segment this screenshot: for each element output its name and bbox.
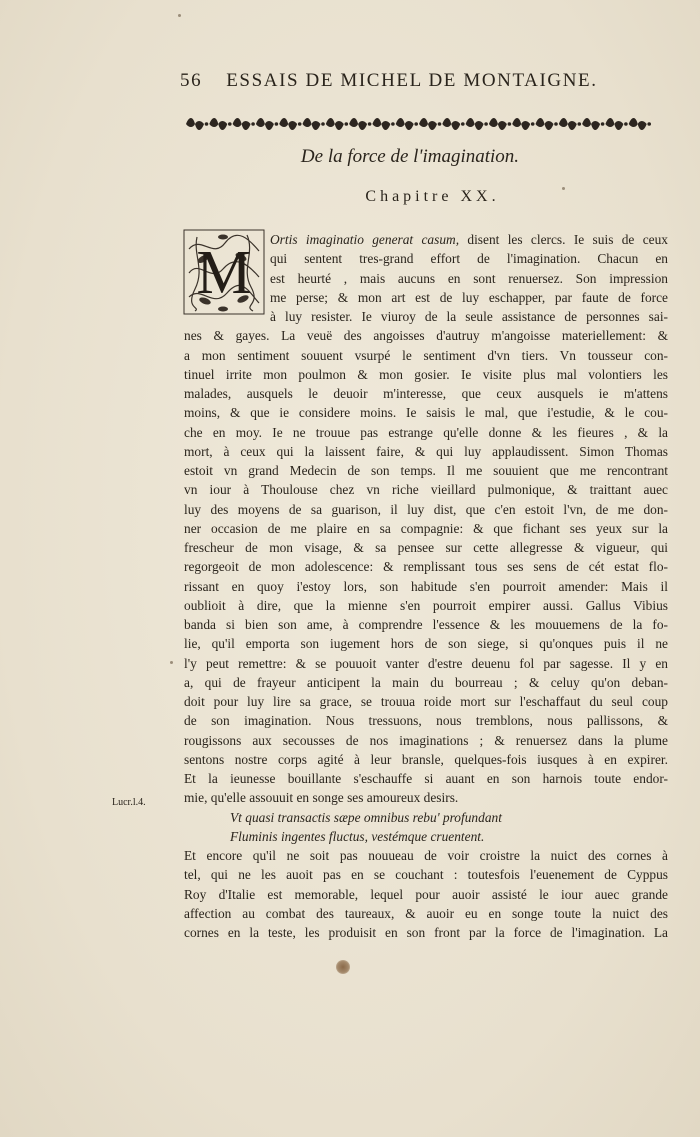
text-line: l'y peut remettre: & se pouuoit vanter d'estre deuenu fol par sagesse. Il y en bbox=[184, 655, 668, 671]
ornament-motif bbox=[326, 118, 344, 130]
ornament-dot bbox=[345, 122, 349, 126]
text-line: rougissons aux secousses de nos imaginations ; & renuersez dans la plume bbox=[184, 732, 668, 748]
ornament-dot bbox=[647, 122, 651, 126]
text-line: mie, qu'elle assouuit en songe ses amoureux desirs. bbox=[184, 790, 459, 806]
text-line: luy des moyens de sa guarison, il luy dist, que c'en estoit l'vn, de me don- bbox=[184, 501, 668, 517]
ornament-motif bbox=[419, 118, 437, 130]
ornament-motif bbox=[466, 118, 484, 130]
text-line: est heurté , mais aucuns en sont renuersez. Son impression bbox=[270, 270, 668, 286]
ornament-dot bbox=[298, 122, 302, 126]
ornament-dot bbox=[578, 122, 582, 126]
page-number: 56 bbox=[180, 70, 203, 91]
ornament-motif bbox=[396, 118, 414, 130]
ornament-dot bbox=[414, 122, 418, 126]
running-head bbox=[180, 70, 640, 92]
paper-speck bbox=[170, 661, 173, 664]
ornament-dot bbox=[484, 122, 488, 126]
ornament-dot bbox=[251, 122, 255, 126]
text-line: à luy resister. Ie viuroy de la seule assistance de personnes sai- bbox=[270, 309, 668, 324]
ornament-motif bbox=[279, 118, 297, 130]
text-line: affection au combat des taureaux, & auoir eu en songe toute la nuict des bbox=[184, 905, 668, 921]
chapter-number: Chapitre XX. bbox=[365, 188, 500, 205]
paper-speck bbox=[178, 14, 181, 17]
ornament-motif bbox=[582, 118, 600, 130]
text-line: frescheur de mon visage, & sa pensee sur cette allegresse & vigueur, qui bbox=[184, 540, 668, 555]
text-line: Roy d'Italie est memorable, lequel pour auoir assisté le iour auec grande bbox=[184, 886, 668, 902]
ornament-dot bbox=[438, 122, 442, 126]
text-line: rissant en quoy i'estoy lors, son habitude s'en pourroit amender: Mais il bbox=[184, 578, 668, 594]
text-line: a mon sentiment souuent vsurpé le sentiment d'vn tiers. Vn tousseur con- bbox=[184, 347, 668, 363]
text-line: doit pour luy lire sa grace, se trouua roide mort sur l'eschaffaut du seul coup bbox=[184, 694, 668, 709]
text-line: oublioit à dire, que la mienne s'en pourroit empirer aussi. Gallus Vibius bbox=[184, 597, 668, 613]
text-line: vn iour à Thoulouse chez vn riche vieillard pulmonique, & traittant auec bbox=[184, 482, 668, 498]
text-line: che en moy. Ie ne trouue pas estrange qu'elle donne & les fieures , & la bbox=[184, 424, 668, 440]
running-title: ESSAIS DE MICHEL DE MONTAIGNE. bbox=[226, 70, 598, 91]
text-line: tinuel irrite mon poulmon & mon gosier. Ie visite plus mal volontiers les bbox=[184, 366, 668, 382]
text-line: nes & gayes. La veuë des angoisses d'autruy m'angoisse materiellement: & bbox=[184, 328, 668, 344]
text-line: estoit vn grand Medecin de son temps. Il me souuient que me rencontrant bbox=[184, 463, 668, 478]
ornament-motif bbox=[186, 118, 204, 130]
text-line: qui sentent tres-grand effort de l'imagination. Chacun en bbox=[270, 251, 668, 267]
ornament-motif bbox=[512, 118, 530, 130]
ornament-dot bbox=[554, 122, 558, 126]
ornament-motif bbox=[303, 118, 321, 130]
ornament-motif bbox=[349, 118, 367, 130]
ornament-motif bbox=[372, 118, 390, 130]
ornament-motif bbox=[442, 118, 460, 130]
ornament-motif bbox=[629, 118, 647, 130]
ornament-dot bbox=[508, 122, 512, 126]
ornament-dot bbox=[461, 122, 465, 126]
text-line: de son imagination. Nous tressuons, nous tremblons, nous pallissons, & bbox=[184, 713, 668, 729]
text-line: Fluminis ingentes fluctus, vestémque cruentent. bbox=[230, 828, 485, 844]
text-line: regorgeoit de mon adolescence: & remplissant tous ses sens de cét estat flo- bbox=[184, 559, 668, 575]
ornament-band bbox=[183, 114, 665, 134]
text-line: tel, qui ne les auoit pas en se couchant : toutesfois l'euenement de Cyppus bbox=[184, 867, 668, 883]
initial-letter: M bbox=[196, 239, 252, 307]
body-text bbox=[184, 230, 668, 942]
text-line: moins, & que ie considere moins. Ie saisis le mal, que i'estudie, & le cou- bbox=[184, 405, 668, 421]
ornament-motif bbox=[536, 118, 554, 130]
chapter-title: De la force de l'imagination. bbox=[300, 146, 520, 167]
ornament-dot bbox=[228, 122, 232, 126]
ornament-motif bbox=[559, 118, 577, 130]
text-line: banda si bien son ame, à comprendre l'essence & les mouuemens de la fo- bbox=[184, 617, 668, 632]
ornament-motif bbox=[209, 118, 227, 130]
ornament-dot bbox=[368, 122, 372, 126]
ornament-dot bbox=[205, 122, 209, 126]
ornament-dot bbox=[601, 122, 605, 126]
latin-quote: Ortis imaginatio generat casum, bbox=[270, 232, 460, 247]
ornament-dot bbox=[531, 122, 535, 126]
text-line: Ortis imaginatio generat casum, disent les clercs. Ie suis de ceux bbox=[270, 232, 668, 247]
text-line: Et la ieunesse bouillante s'eschauffe si auant en son harnois toute endor- bbox=[184, 771, 668, 786]
ornament-motif bbox=[233, 118, 251, 130]
text-line: lie, qu'il emporta son iugement hors de son siege, si qu'onques puis il ne bbox=[184, 636, 668, 652]
ornament-motif bbox=[489, 118, 507, 130]
ornament-motif bbox=[605, 118, 623, 130]
text-line: mort, à ceux qui la laissent faire, & qui luy applaudissent. Simon Thomas bbox=[184, 443, 668, 459]
paper-stain bbox=[336, 960, 350, 974]
text-line: cornes en la teste, les produisit en son front par la force de l'imagination. La bbox=[184, 925, 668, 940]
text-line: a, qui de frayeur anticipent la main du bourreau ; & celuy qu'on deban- bbox=[184, 674, 668, 690]
text-line: sentons nostre corps agité à leur bransle, quelques-fois iusques à en expirer. bbox=[184, 751, 668, 767]
ornament-motif bbox=[256, 118, 274, 130]
text-line: me perse; & mon art est de luy eschapper, par faute de force bbox=[270, 289, 668, 305]
margin-note: Lucr.l.4. bbox=[112, 797, 146, 808]
ornament-dot bbox=[391, 122, 395, 126]
text-line: Vt quasi transactis sæpe omnibus rebu' profundant bbox=[230, 809, 502, 825]
ornament-dot bbox=[275, 122, 279, 126]
text-line: Et encore qu'il ne soit pas nouueau de voir croistre la nuict des cornes à bbox=[184, 848, 668, 863]
text-line: ner occasion de me plaire en sa compagnie: & que fichant ses yeux sur la bbox=[184, 520, 668, 536]
ornament-dot bbox=[321, 122, 325, 126]
ornament-dot bbox=[624, 122, 628, 126]
text-line: malades, ausquels le deuoir m'interesse, que ceux ausquels ie m'attens bbox=[184, 386, 668, 401]
